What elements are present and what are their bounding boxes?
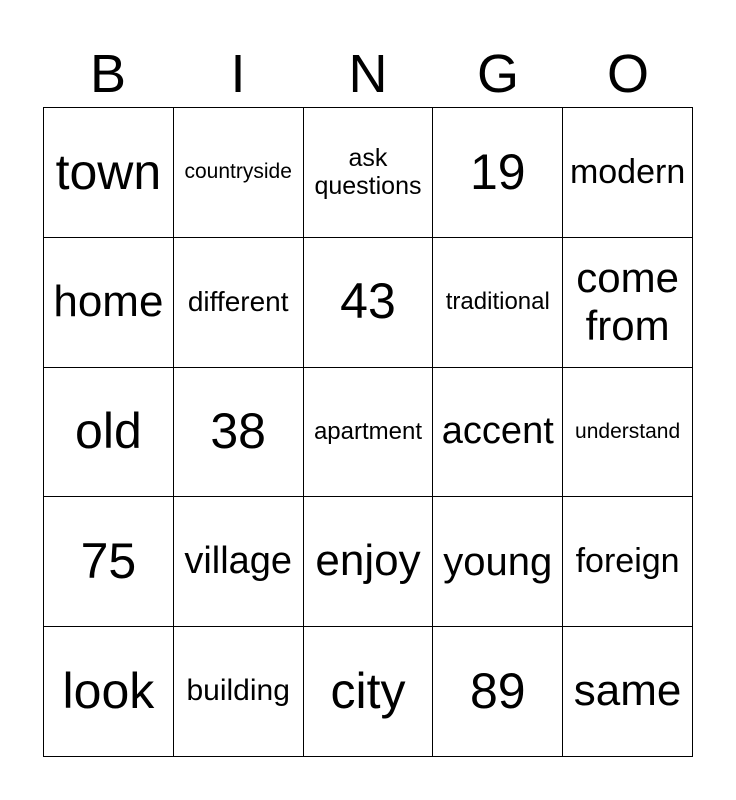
bingo-cell[interactable] [174, 108, 304, 238]
bingo-cell[interactable] [44, 238, 174, 368]
bingo-cell[interactable] [44, 108, 174, 238]
bingo-cell-text: apartment [313, 418, 423, 446]
bingo-cell-text: accent [441, 410, 554, 453]
bingo-cell[interactable] [433, 627, 563, 757]
bingo-cell-text: city [330, 662, 406, 719]
bingo-cell-text: 38 [210, 403, 266, 460]
bingo-cell[interactable] [174, 497, 304, 627]
bingo-cell-text: young [443, 539, 553, 584]
bingo-cell-text: 75 [80, 533, 137, 590]
bingo-cell[interactable] [174, 368, 304, 498]
bingo-cell-text: village [184, 539, 293, 582]
bingo-cell[interactable] [44, 627, 174, 757]
bingo-cell-text: home [53, 276, 164, 326]
bingo-cell-text: come from [576, 253, 679, 350]
bingo-cell[interactable] [304, 238, 434, 368]
bingo-cell[interactable] [433, 108, 563, 238]
bingo-cell[interactable] [304, 368, 434, 498]
bingo-cell[interactable] [304, 108, 434, 238]
bingo-cell-text: different [187, 286, 289, 318]
header-letter-n: N [348, 44, 388, 104]
bingo-cell[interactable] [174, 238, 304, 368]
bingo-cell-text: town [55, 143, 162, 200]
bingo-board [43, 107, 693, 757]
bingo-cell-text: understand [575, 419, 681, 443]
bingo-cell[interactable] [433, 497, 563, 627]
header-letter-i: I [230, 44, 246, 104]
bingo-cell[interactable] [563, 497, 693, 627]
bingo-cell-text: traditional [445, 288, 550, 316]
header-letter-b: B [89, 44, 127, 104]
bingo-cell-text: 89 [469, 662, 526, 719]
bingo-cell-text: building [186, 674, 290, 708]
bingo-cell[interactable] [433, 368, 563, 498]
bingo-cell-text: look [62, 662, 155, 719]
bingo-cell-text: old [75, 403, 142, 460]
bingo-cell[interactable] [44, 497, 174, 627]
bingo-header [43, 44, 693, 104]
bingo-cell-text: enjoy [315, 536, 421, 586]
bingo-cell[interactable] [563, 627, 693, 757]
bingo-cell[interactable] [563, 108, 693, 238]
bingo-cell-text: 19 [469, 143, 526, 200]
bingo-cell-text: same [573, 666, 682, 716]
bingo-cell[interactable] [563, 368, 693, 498]
bingo-cell-text: ask questions [314, 143, 422, 201]
header-letter-o: O [606, 44, 649, 104]
bingo-cell-text: countryside [184, 160, 292, 184]
bingo-cell-text: 43 [340, 273, 396, 330]
bingo-cell[interactable] [174, 627, 304, 757]
bingo-cell[interactable] [44, 368, 174, 498]
bingo-cell[interactable] [304, 497, 434, 627]
bingo-cell[interactable] [433, 238, 563, 368]
header-letter-g: G [476, 44, 519, 104]
bingo-cell-text: foreign [575, 542, 680, 581]
bingo-cell[interactable] [304, 627, 434, 757]
bingo-cell-text: modern [569, 152, 686, 191]
bingo-cell[interactable] [563, 238, 693, 368]
